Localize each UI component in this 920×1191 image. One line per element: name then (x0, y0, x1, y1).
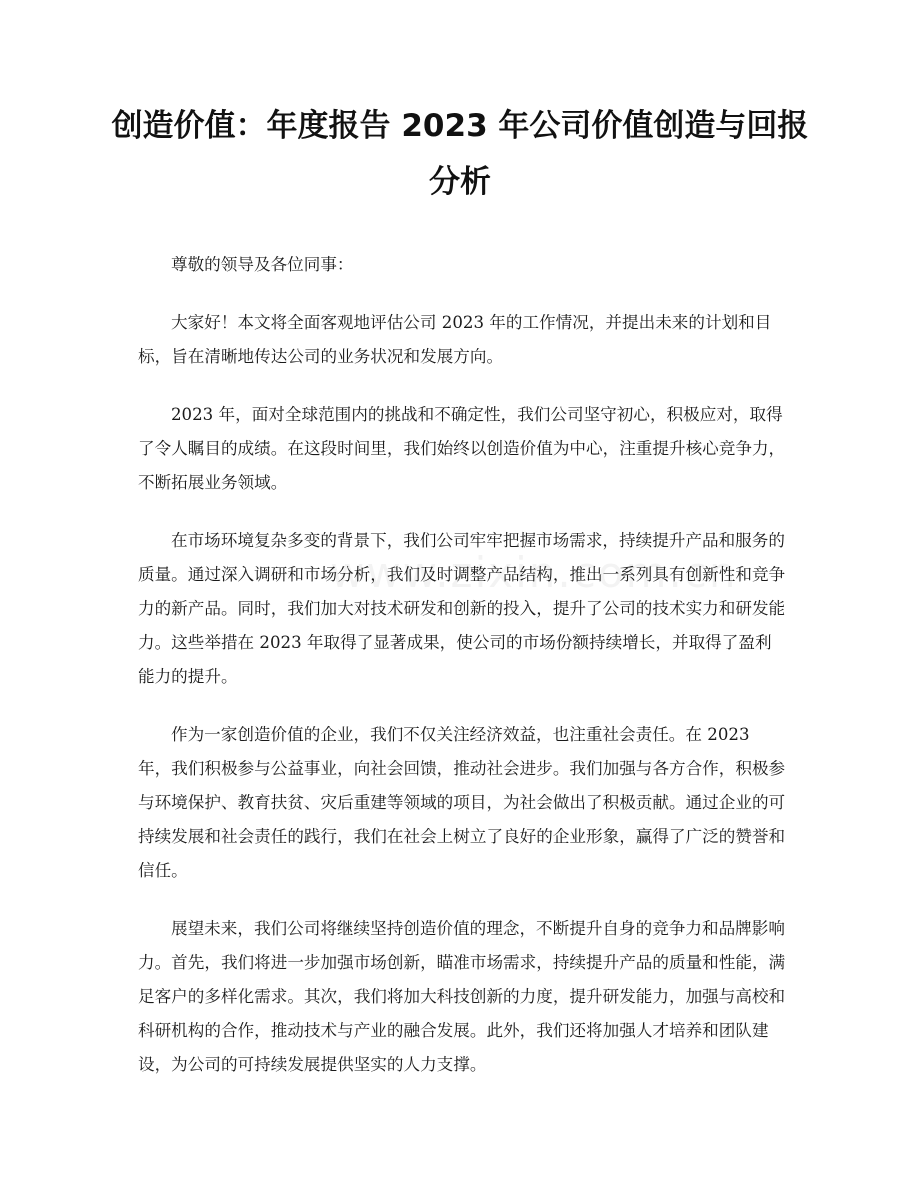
outlook-paragraph: 展望未来，我们公司将继续坚持创造价值的理念，不断提升自身的竞争力和品牌影响力。首先，我们将进一步加强市场创新，瞄准市场需求，持续提升产品的质量和性能，满足客户的多样化需求。其次，我们将加大科技创新的力度，提升研发能力，加强与高校和科研机构的合作，推动技术与产业的融合发展。此外，我们还将加强人才培养和团队建设，为公司的可持续发展提供坚实的人力支撑。 (138, 919, 786, 1074)
greeting-paragraph: 尊敬的领导及各位同事： (171, 255, 354, 274)
achievement-paragraph: 2023 年，面对全球范围内的挑战和不确定性，我们公司坚守初心，积极应对，取得了令人瞩目的成绩。在这段时间里，我们始终以创造价值为中心，注重提升核心竞争力，不断拓展业务领域。 (138, 405, 786, 492)
intro-paragraph: 大家好！本文将全面客观地评估公司 2023 年的工作情况，并提出未来的计划和目标，旨在清晰地传达公司的业务状况和发展方向。 (138, 313, 772, 366)
market-paragraph: 在市场环境复杂多变的背景下，我们公司牢牢把握市场需求，持续提升产品和服务的质量。通过深入调研和市场分析，我们及时调整产品结构，推出一系列具有创新性和竞争力的新产品。同时，我们加大对技术研发和创新的投入，提升了公司的技术实力和研发能力。这些举措在 2023 年取得了显著成果，使公司的市场份额持续增长，并取得了盈利能力的提升。 (138, 531, 786, 686)
social-responsibility-paragraph: 作为一家创造价值的企业，我们不仅关注经济效益，也注重社会责任。在 2023 年，我们积极参与公益事业，向社会回馈，推动社会进步。我们加强与各方合作，积极参与环境保护、教育扶贫、灾后重建等领域的项目，为社会做出了积极贡献。通过企业的可持续发展和社会责任的践行，我们在社会上树立了良好的企业形象，赢得了广泛的赞誉和信任。 (138, 725, 786, 880)
document-title: 创造价值：年度报告 2023 年公司价值创造与回报分析 (111, 108, 809, 200)
document-body (138, 248, 786, 1106)
